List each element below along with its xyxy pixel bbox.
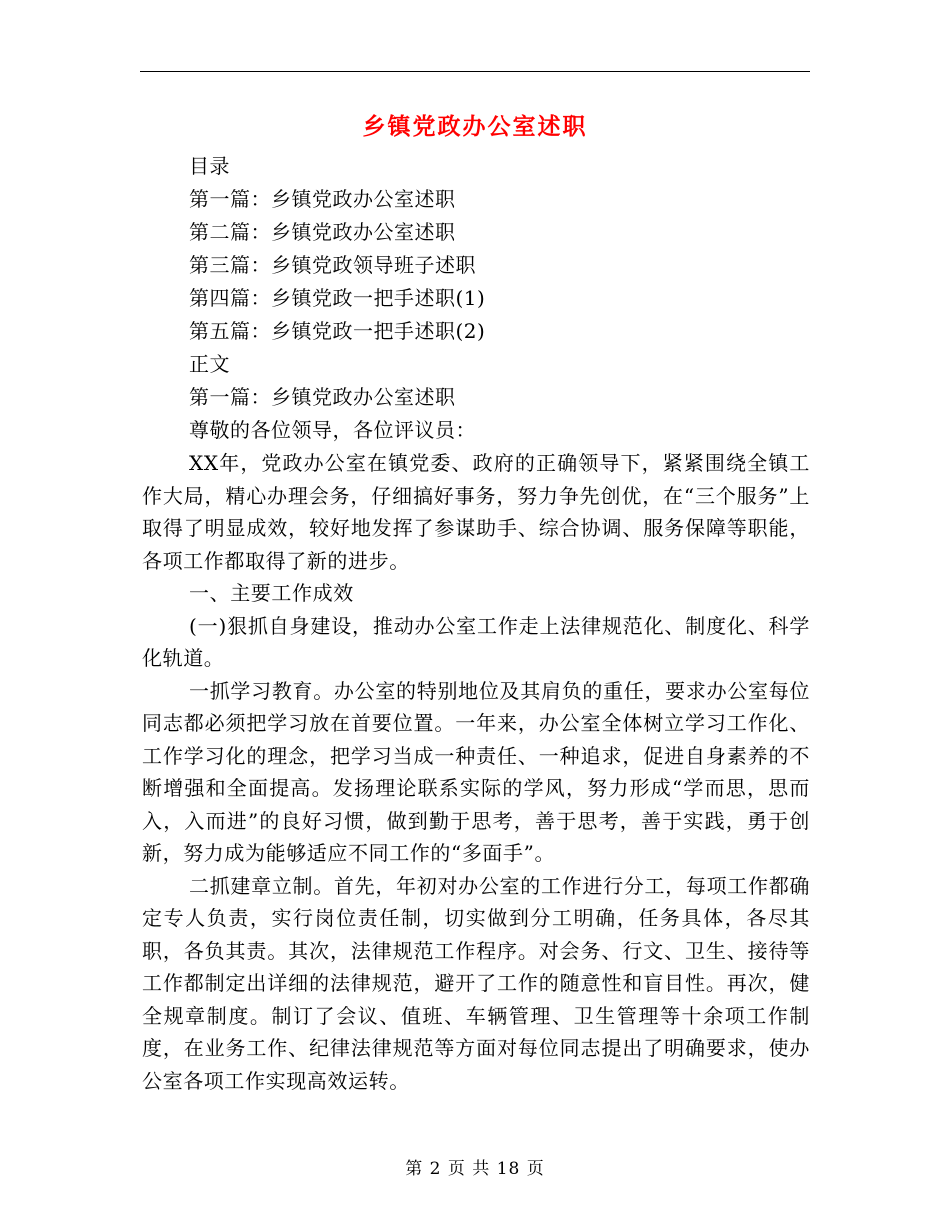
paragraph: XX年，党政办公室在镇党委、政府的正确领导下，紧紧围绕全镇工作大局，精心办理会务，仔细搞好事务，努力争先创优，在“三个服务”上取得了明显成效，较好地发挥了参谋助手、综合协调、服务保障等职能，各项工作都取得了新的进步。 <box>142 451 810 573</box>
document-body <box>142 150 810 1097</box>
header-rule <box>140 71 810 72</box>
paragraph: 一抓学习教育。办公室的特别地位及其肩负的重任，要求办公室每位同志都必须把学习放在首要位置。一年来，办公室全体树立学习工作化、工作学习化的理念，把学习当成一种责任、一种追求，促进自身素养的不断增强和全面提高。发扬理论联系实际的学风，努力形成“学而思，思而入，入而进”的良好习惯，做到勤于思考，善于思考，善于实践，勇于创新，努力成为能够适应不同工作的“多面手”。 <box>142 678 810 865</box>
body-heading: 正文 <box>189 352 230 376</box>
toc-heading: 目录 <box>189 154 230 178</box>
section-heading: 一、主要工作成效 <box>189 581 354 605</box>
paragraph: 二抓建章立制。首先，年初对办公室的工作进行分工，每项工作都确定专人负责，实行岗位责任制，切实做到分工明确，任务具体，各尽其职，各负其责。其次，法律规范工作程序。对会务、行文、卫生、接待等工作都制定出详细的法律规范，避开了工作的随意性和盲目性。再次，健全规章制度。制订了会议、值班、车辆管理、卫生管理等十余项工作制度，在业务工作、纪律法律规范等方面对每位同志提出了明确要求，使办公室各项工作实现高效运转。 <box>142 873 810 1093</box>
salutation: 尊敬的各位领导，各位评议员： <box>189 418 476 442</box>
toc-item: 第三篇：乡镇党政领导班子述职 <box>189 253 476 277</box>
toc-item: 第五篇：乡镇党政一把手述职(2) <box>189 319 486 343</box>
toc-item: 第二篇：乡镇党政办公室述职 <box>189 220 456 244</box>
document-title: 乡镇党政办公室述职 <box>362 113 588 140</box>
toc-item: 第一篇：乡镇党政办公室述职 <box>189 187 456 211</box>
toc-item: 第四篇：乡镇党政一把手述职(1) <box>189 286 486 310</box>
chapter-title: 第一篇：乡镇党政办公室述职 <box>189 385 456 409</box>
subsection-heading: (一)狠抓自身建设，推动办公室工作走上法律规范化、制度化、科学化轨道。 <box>142 613 810 670</box>
page-number: 第 2 页 共 18 页 <box>405 1159 545 1179</box>
